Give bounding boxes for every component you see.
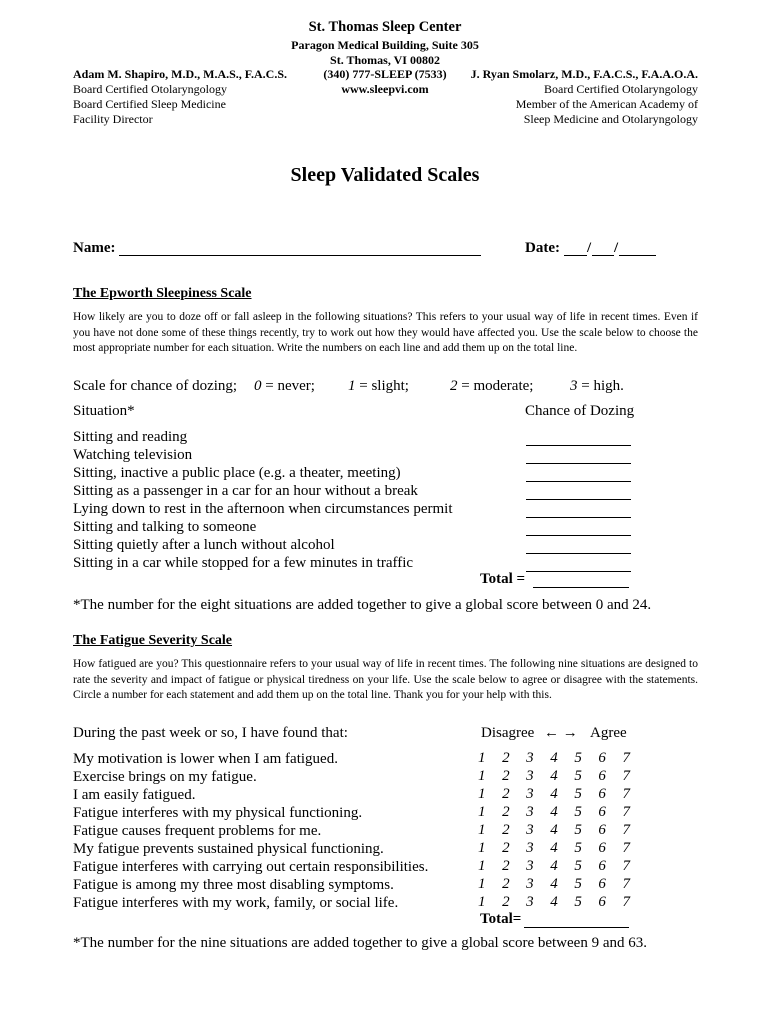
rating-option-1[interactable]: 1: [478, 876, 486, 892]
rating-option-7[interactable]: 7: [622, 804, 630, 820]
date-year-field[interactable]: [619, 255, 656, 256]
rating-option-6[interactable]: 6: [598, 876, 606, 892]
rating-scale-row: [478, 786, 630, 803]
rating-scale-row: [478, 876, 630, 893]
rating-option-7[interactable]: 7: [622, 840, 630, 856]
scale-never: 0 = never;: [254, 378, 315, 394]
rating-option-4[interactable]: 4: [550, 894, 558, 910]
situation-item: Sitting and talking to someone: [73, 519, 257, 535]
rating-option-1[interactable]: 1: [478, 804, 486, 820]
epworth-intro: How likely are you to doze off or fall asleep in the following situations? This refers to your usual way of life in recent times. Even if you have not done some of these things recently, try to work out how they would have affected you. Use the scale below to choose the most appropriate number for each situation. Write the numbers on each line and add them up on the total line.: [73, 311, 698, 354]
epworth-footnote: *The number for the eight situations are added together to give a global score between 0 and 24.: [73, 597, 652, 613]
name-label: Name:: [73, 240, 116, 256]
chance-input-8[interactable]: [526, 571, 631, 572]
rating-option-6[interactable]: 6: [598, 840, 606, 856]
rating-option-1[interactable]: 1: [478, 894, 486, 910]
rating-option-4[interactable]: 4: [550, 840, 558, 856]
rating-option-6[interactable]: 6: [598, 894, 606, 910]
situation-item: Sitting as a passenger in a car for an hour without a break: [73, 483, 418, 499]
statement-item: Fatigue is among my three most disabling symptoms.: [73, 877, 394, 893]
rating-option-3[interactable]: 3: [526, 804, 534, 820]
agree-label: Agree: [590, 725, 627, 741]
scale-high: 3 = high.: [570, 378, 624, 394]
rating-option-1[interactable]: 1: [478, 822, 486, 838]
chance-input-1[interactable]: [526, 445, 631, 446]
date-label: Date:: [525, 240, 560, 256]
epworth-total-field[interactable]: [533, 587, 629, 588]
rating-option-2[interactable]: 2: [502, 876, 510, 892]
disagree-label: Disagree: [481, 725, 535, 741]
situation-item: Lying down to rest in the afternoon when circumstances permit: [73, 501, 453, 517]
statement-item: Fatigue interferes with my work, family, or social life.: [73, 895, 399, 911]
rating-scale-row: [478, 840, 630, 857]
rating-option-7[interactable]: 7: [622, 858, 630, 874]
rating-option-3[interactable]: 3: [526, 750, 534, 766]
fatigue-heading: The Fatigue Severity Scale: [73, 633, 233, 648]
rating-option-6[interactable]: 6: [598, 786, 606, 802]
rating-option-2[interactable]: 2: [502, 786, 510, 802]
scale-moderate: 2 = moderate;: [450, 378, 534, 394]
rating-option-5[interactable]: 5: [574, 768, 582, 784]
epworth-situation-list: [73, 428, 452, 572]
rating-option-3[interactable]: 3: [526, 894, 534, 910]
statement-item: Fatigue interferes with carrying out certain responsibilities.: [73, 859, 429, 875]
left-doctor-cred-2: Board Certified Sleep Medicine: [73, 97, 226, 111]
rating-scale-row: [478, 894, 630, 911]
website: www.sleepvi.com: [341, 82, 429, 96]
rating-option-2[interactable]: 2: [502, 858, 510, 874]
rating-option-7[interactable]: 7: [622, 786, 630, 802]
chance-input-4[interactable]: [526, 499, 631, 500]
statement-item: Exercise brings on my fatigue.: [73, 769, 257, 785]
fatigue-total-label: Total=: [480, 911, 522, 927]
rating-option-5[interactable]: 5: [574, 876, 582, 892]
rating-option-3[interactable]: 3: [526, 786, 534, 802]
date-day-field[interactable]: [592, 255, 614, 256]
epworth-scale-label: Scale for chance of dozing;: [73, 378, 238, 394]
rating-option-6[interactable]: 6: [598, 858, 606, 874]
building-address: Paragon Medical Building, Suite 305: [291, 38, 479, 52]
chance-input-7[interactable]: [526, 553, 631, 554]
rating-option-5[interactable]: 5: [574, 750, 582, 766]
rating-option-4[interactable]: 4: [550, 822, 558, 838]
rating-option-5[interactable]: 5: [574, 858, 582, 874]
statement-item: Fatigue interferes with my physical functioning.: [73, 805, 363, 821]
rating-option-2[interactable]: 2: [502, 768, 510, 784]
center-name: St. Thomas Sleep Center: [308, 19, 462, 35]
left-right-arrows-icon: ← →: [544, 725, 578, 741]
rating-option-5[interactable]: 5: [574, 786, 582, 802]
chance-input-6[interactable]: [526, 535, 631, 536]
rating-option-2[interactable]: 2: [502, 894, 510, 910]
date-slash-1: /: [587, 240, 592, 256]
rating-option-5[interactable]: 5: [574, 804, 582, 820]
right-doctor-cred-2: Member of the American Academy of: [515, 97, 698, 111]
rating-option-4[interactable]: 4: [550, 876, 558, 892]
rating-option-3[interactable]: 3: [526, 822, 534, 838]
rating-scale-row: [478, 822, 630, 839]
rating-option-4[interactable]: 4: [550, 768, 558, 784]
date-month-field[interactable]: [564, 255, 587, 256]
rating-option-7[interactable]: 7: [622, 750, 630, 766]
rating-option-7[interactable]: 7: [622, 876, 630, 892]
rating-option-2[interactable]: 2: [502, 804, 510, 820]
chance-input-2[interactable]: [526, 463, 631, 464]
rating-option-3[interactable]: 3: [526, 840, 534, 856]
rating-option-7[interactable]: 7: [622, 768, 630, 784]
name-field[interactable]: [119, 255, 481, 256]
rating-scale-row: [478, 768, 630, 785]
situation-item: Sitting, inactive a public place (e.g. a theater, meeting): [73, 465, 401, 481]
rating-option-7[interactable]: 7: [622, 894, 630, 910]
rating-option-5[interactable]: 5: [574, 894, 582, 910]
rating-option-3[interactable]: 3: [526, 768, 534, 784]
col-situation-header: Situation*: [73, 403, 135, 419]
chance-input-5[interactable]: [526, 517, 631, 518]
situation-item: Watching television: [73, 447, 193, 463]
situation-item: Sitting and reading: [73, 429, 188, 445]
rating-option-1[interactable]: 1: [478, 786, 486, 802]
col-chance-header: Chance of Dozing: [525, 403, 635, 419]
rating-option-6[interactable]: 6: [598, 750, 606, 766]
page-title: Sleep Validated Scales: [290, 164, 480, 186]
rating-option-4[interactable]: 4: [550, 750, 558, 766]
city-address: St. Thomas, VI 00802: [330, 53, 440, 67]
fatigue-footnote: *The number for the nine situations are added together to give a global score between 9 and 63.: [73, 935, 647, 951]
rating-option-5[interactable]: 5: [574, 822, 582, 838]
right-doctor-cred-1: Board Certified Otolaryngology: [544, 82, 698, 96]
left-doctor-cred-1: Board Certified Otolaryngology: [73, 82, 227, 96]
right-doctor-name: J. Ryan Smolarz, M.D., F.A.C.S., F.A.A.O.A.: [470, 67, 698, 81]
rating-scale-row: [478, 750, 630, 767]
rating-option-2[interactable]: 2: [502, 750, 510, 766]
rating-option-1[interactable]: 1: [478, 858, 486, 874]
left-doctor-cred-3: Facility Director: [73, 112, 153, 126]
statement-item: Fatigue causes frequent problems for me.: [73, 823, 322, 839]
left-doctor-name: Adam M. Shapiro, M.D., M.A.S., F.A.C.S.: [73, 67, 288, 81]
situation-item: Sitting in a car while stopped for a few minutes in traffic: [73, 555, 414, 571]
rating-option-6[interactable]: 6: [598, 768, 606, 784]
rating-option-6[interactable]: 6: [598, 822, 606, 838]
rating-option-4[interactable]: 4: [550, 858, 558, 874]
rating-option-3[interactable]: 3: [526, 858, 534, 874]
rating-option-1[interactable]: 1: [478, 840, 486, 856]
fatigue-prompt: During the past week or so, I have found that:: [73, 725, 348, 741]
phone-number: (340) 777-SLEEP (7533): [323, 67, 447, 81]
rating-option-2[interactable]: 2: [502, 822, 510, 838]
date-slash-2: /: [614, 240, 619, 256]
rating-option-6[interactable]: 6: [598, 804, 606, 820]
fatigue-statement-list: [73, 750, 428, 912]
rating-option-7[interactable]: 7: [622, 822, 630, 838]
epworth-total-label: Total =: [480, 571, 526, 587]
chance-input-3[interactable]: [526, 481, 631, 482]
rating-option-4[interactable]: 4: [550, 804, 558, 820]
right-doctor-cred-3: Sleep Medicine and Otolaryngology: [523, 112, 698, 126]
rating-option-1[interactable]: 1: [478, 768, 486, 784]
fatigue-total-field[interactable]: [524, 927, 629, 928]
scale-slight: 1 = slight;: [348, 378, 409, 394]
situation-item: Sitting quietly after a lunch without alcohol: [73, 537, 335, 553]
rating-option-3[interactable]: 3: [526, 876, 534, 892]
rating-option-1[interactable]: 1: [478, 750, 486, 766]
rating-scale-row: [478, 858, 630, 875]
statement-item: My motivation is lower when I am fatigued.: [73, 751, 338, 767]
rating-option-4[interactable]: 4: [550, 786, 558, 802]
statement-item: I am easily fatigued.: [73, 787, 196, 803]
rating-option-2[interactable]: 2: [502, 840, 510, 856]
fatigue-intro: How fatigued are you? This questionnaire refers to your usual way of life in recent times. The following nine situations are designed to rate the severity and impact of fatigue or physical tiredness on your life. Use the scale below to agree or disagree with the statements. Circle a number for each statement and add them up on the total line. Thank you for your help with this.: [73, 658, 698, 701]
epworth-heading: The Epworth Sleepiness Scale: [73, 286, 252, 301]
rating-option-5[interactable]: 5: [574, 840, 582, 856]
statement-item: My fatigue prevents sustained physical functioning.: [73, 841, 384, 857]
rating-scale-row: [478, 804, 630, 821]
